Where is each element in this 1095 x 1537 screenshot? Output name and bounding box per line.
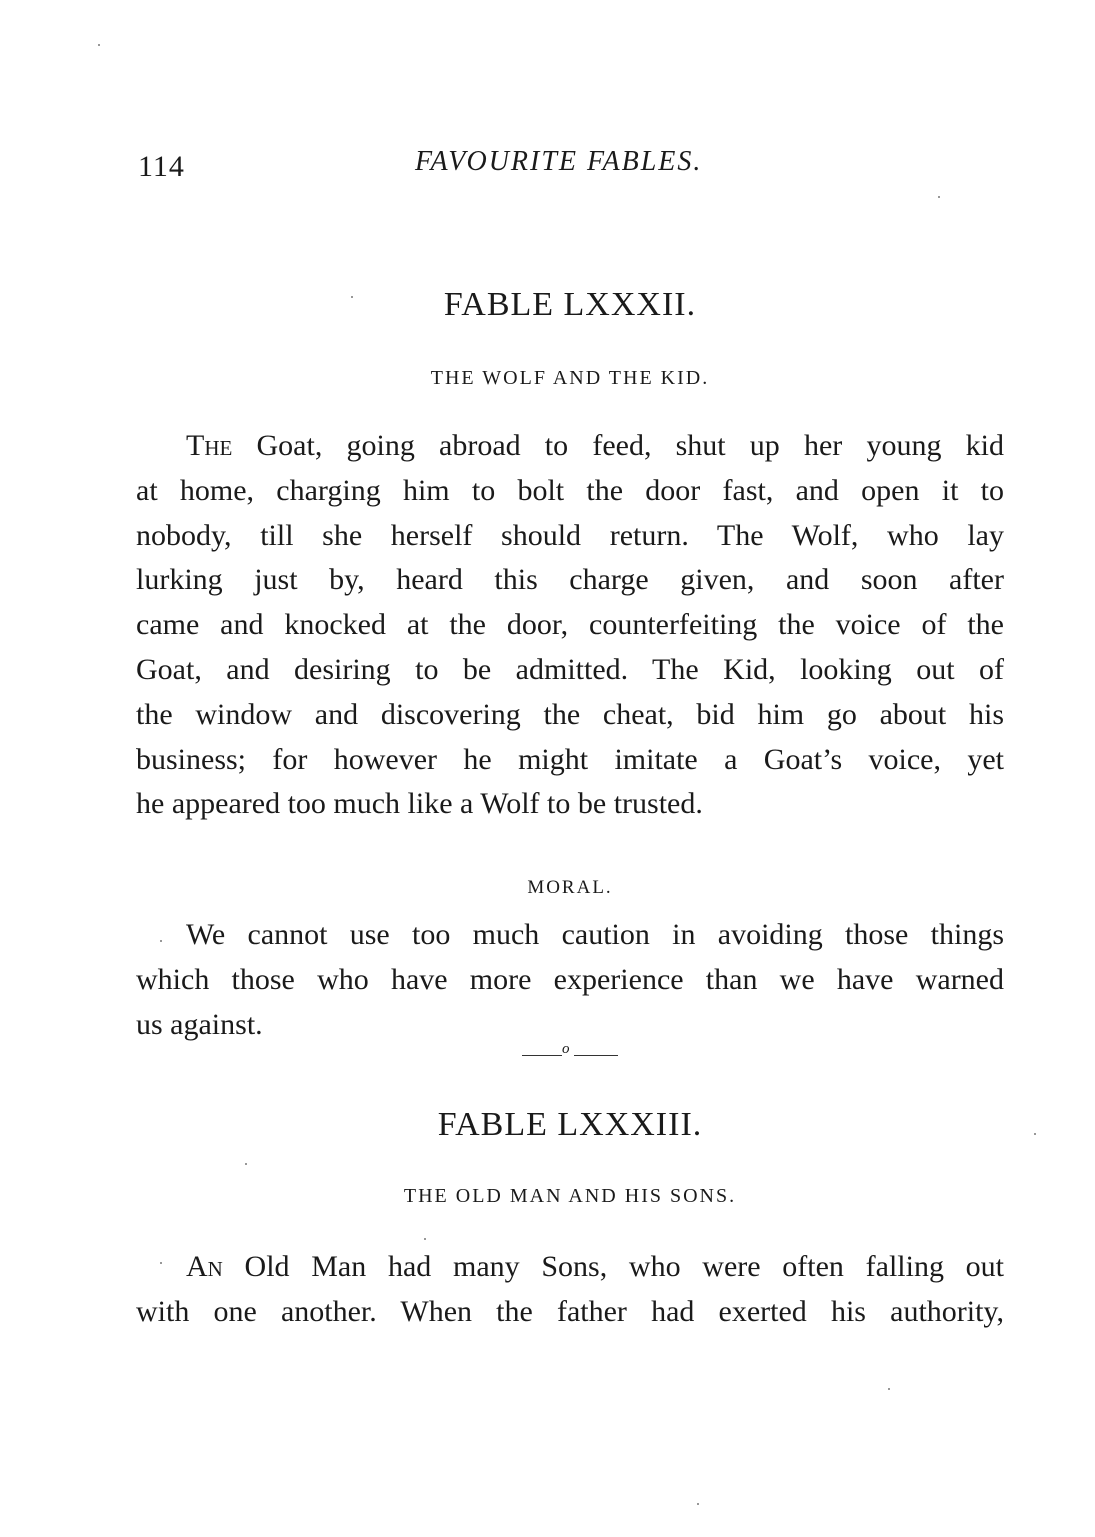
body-line: business; for however he might imitate a Goat’s voice, yet (136, 742, 1004, 776)
scan-speck (160, 940, 162, 942)
moral-line: us against. (136, 1007, 263, 1041)
moral-heading: MORAL. (527, 877, 613, 898)
lead-word: The (186, 429, 233, 462)
fable-82-subtitle: THE WOLF AND THE KID. (430, 367, 710, 389)
scan-speck (1034, 1133, 1036, 1135)
body-line: An Old Man had many Sons, who were often falling out (186, 1250, 1004, 1283)
fable-83-body (136, 1245, 1004, 1335)
scan-speck (888, 1388, 890, 1390)
scan-speck (351, 296, 353, 298)
body-line: he appeared too much like a Wolf to be trusted. (136, 787, 703, 821)
scan-speck (938, 196, 940, 198)
moral-line: which those who have more experience than we have warned (136, 962, 1004, 996)
lead-word: An (186, 1250, 223, 1283)
fable-83-title: FABLE LXXXIII. (437, 1106, 703, 1143)
page-header (0, 142, 1095, 182)
running-title: FAVOURITE FABLES. (415, 146, 703, 177)
body-line: with one another. When the father had exerted his authority, (136, 1294, 1004, 1328)
moral-line: We cannot use too much caution in avoiding those things (186, 918, 1004, 951)
body-line: lurking just by, heard this charge given, and soon after (136, 563, 1004, 597)
body-line: the window and discovering the cheat, bid him go about his (136, 697, 1004, 731)
fable-82-body (136, 424, 1004, 827)
scan-speck (160, 1262, 162, 1264)
body-line: came and knocked at the door, counterfeiting the voice of the (136, 608, 1004, 642)
divider-rule-left (522, 1055, 562, 1056)
page-number: 114 (138, 150, 185, 183)
scan-speck (424, 1238, 426, 1240)
body-line: Goat, and desiring to be admitted. The Kid, looking out of (136, 652, 1004, 686)
section-divider (522, 1041, 618, 1064)
scan-speck (697, 1503, 699, 1505)
divider-ornament: o (562, 1041, 570, 1057)
scan-speck (98, 44, 100, 46)
divider-rule-right (574, 1055, 618, 1056)
fable-83-subtitle: THE OLD MAN AND HIS SONS. (403, 1185, 737, 1207)
fable-82-title: FABLE LXXXII. (443, 286, 697, 323)
body-line: The Goat, going abroad to feed, shut up her young kid (186, 429, 1004, 462)
body-line: at home, charging him to bolt the door fast, and open it to (136, 473, 1004, 507)
fable-82-moral (136, 913, 1004, 1047)
body-line: nobody, till she herself should return. The Wolf, who lay (136, 518, 1004, 552)
scan-speck (245, 1163, 247, 1165)
